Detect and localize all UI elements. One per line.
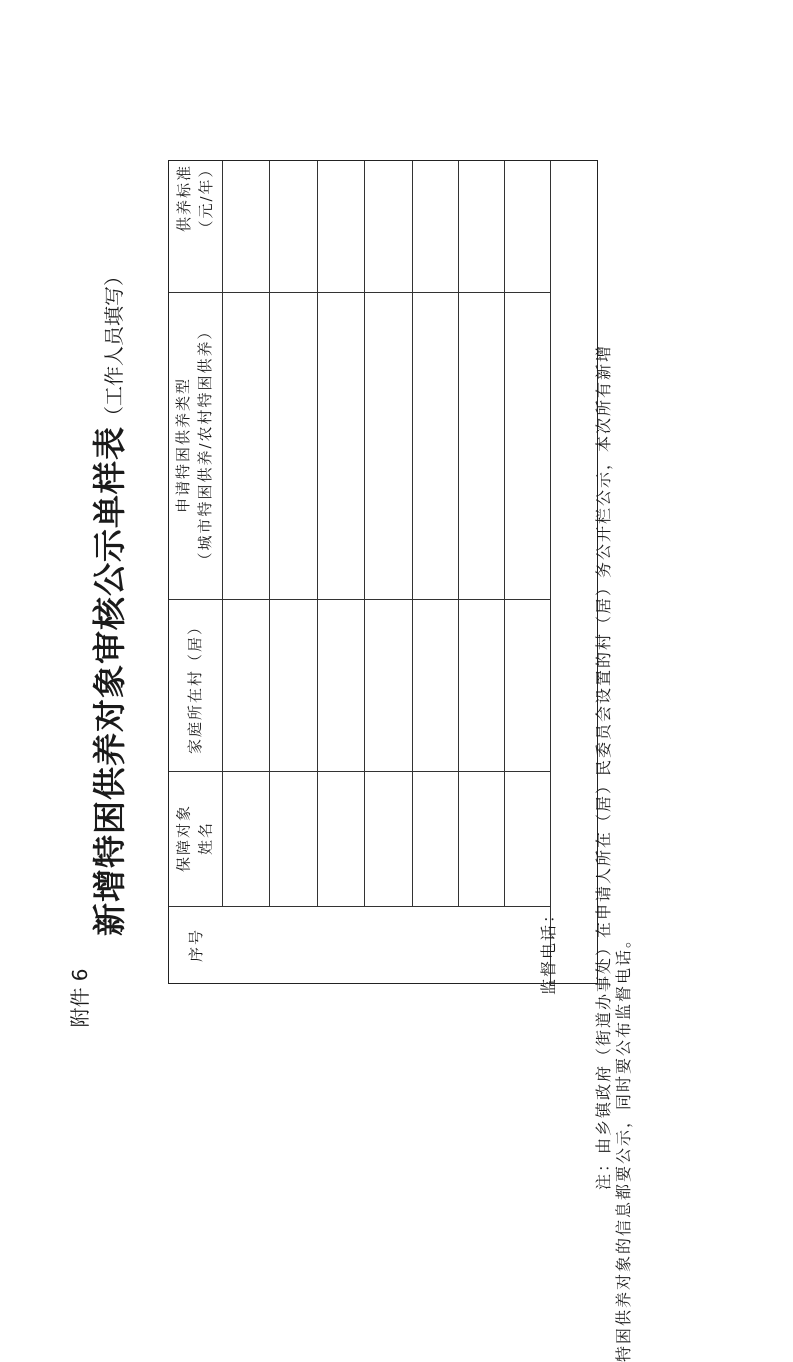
header-standard — [173, 133, 219, 263]
header-support-type — [172, 292, 218, 598]
attachment-label: 附件 6 — [68, 968, 92, 1028]
header-village — [182, 601, 208, 771]
header-name-line2: 姓名 — [196, 821, 215, 856]
header-support-type-line1: 申请特困供养类型 — [174, 377, 192, 514]
row-divider — [222, 161, 223, 906]
row-divider — [269, 161, 270, 906]
header-name — [173, 771, 219, 906]
note-line-1: 注：由乡镇政府（街道办事处）在申请人所在（居）民委员会设置的村（居）务公开栏公示，本次所有新增 — [594, 343, 613, 1190]
column-divider — [169, 599, 550, 600]
supervision-phone-label: 监督电话： — [539, 904, 558, 995]
title-sub: （工作人员填写） — [102, 266, 126, 426]
header-village-line1: 家庭所在村（居） — [186, 618, 204, 755]
row-divider — [458, 161, 459, 906]
column-divider — [169, 906, 550, 907]
row-divider — [504, 161, 505, 906]
header-standard-line1: 供养标准 — [175, 164, 193, 233]
page-title — [92, 211, 128, 991]
row-divider — [364, 161, 365, 906]
header-serial — [183, 905, 209, 985]
header-standard-line2: （元/年） — [197, 160, 215, 236]
public-notice-table — [168, 160, 598, 995]
header-name-line1: 保障对象 — [174, 804, 193, 873]
row-divider — [317, 161, 318, 906]
title-main: 新增特困供养对象审核公示单样表 — [90, 426, 129, 936]
header-serial-line1: 序号 — [187, 928, 205, 963]
column-divider — [169, 771, 550, 772]
column-divider — [169, 292, 550, 293]
row-divider — [550, 161, 551, 985]
row-divider — [412, 161, 413, 906]
header-support-type-line2: （城市特困供养/农村特困供养） — [196, 322, 214, 568]
note-line-2: 特困供养对象的信息都要公示，同时要公布监督电话。 — [614, 929, 633, 1362]
